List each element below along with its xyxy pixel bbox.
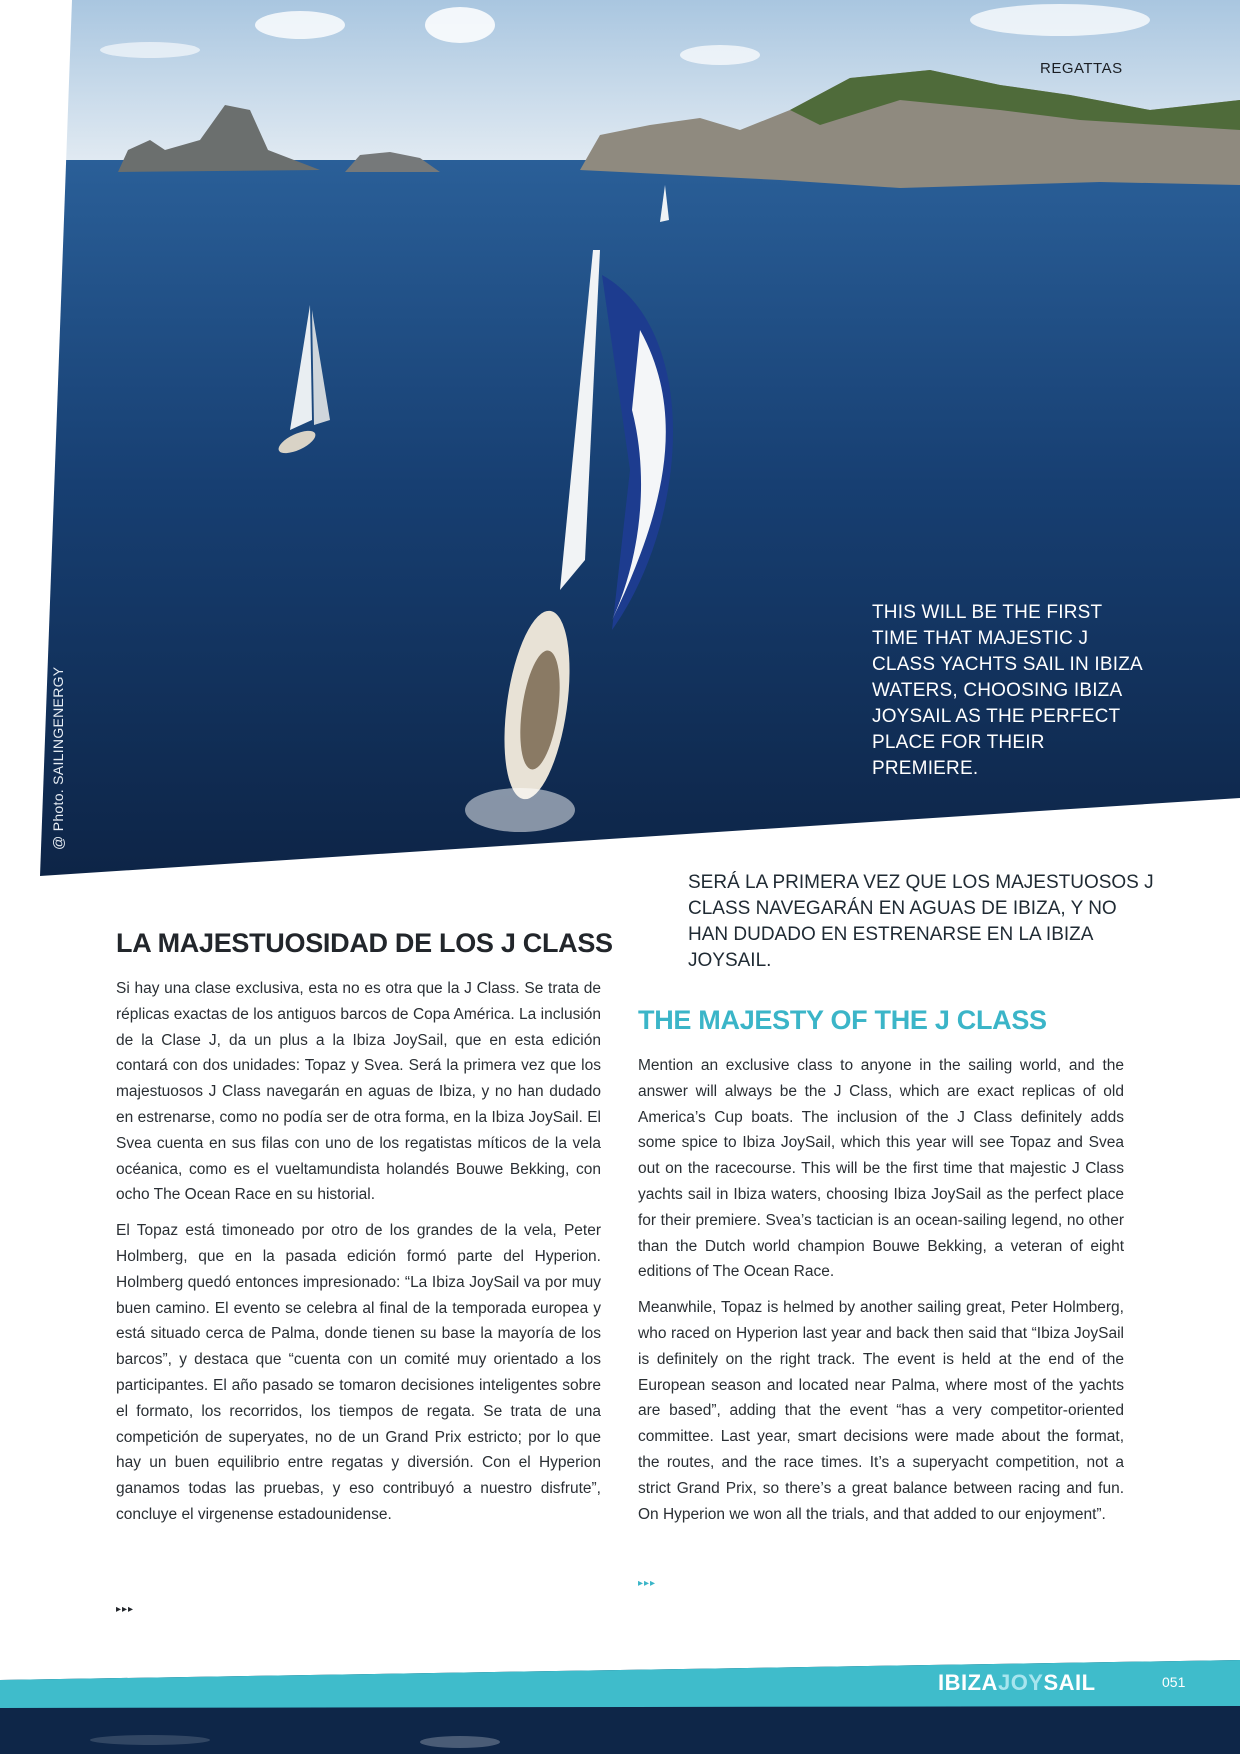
spanish-paragraph-1: Si hay una clase exclusiva, esta no es otra que la J Class. Se trata de réplicas exactas de los antiguos barcos de Copa América. La inclusión de la Clase J, da un plus a la Ibiza JoySail, que en esta edición contará con dos unidades: Topaz y Svea. Será la primera vez que los majestuosos J Class navegarán en aguas de Ibiza, y no han dudado en estrenarse, como no podía ser de otra forma, en la Ibiza JoySail. El Svea cuenta en sus filas con uno de los regatistas míticos de la vela océanica, como es el vueltamundista holandés Bouwe Bekking, con ocho The Ocean Race en su historial. [116, 980, 601, 1204]
pullquote-spanish: SERÁ LA PRIMERA VEZ QUE LOS MAJESTUOSOS J CLASS NAVEGARÁN EN AGUAS DE IBIZA, Y NO HAN DUDADO EN ESTRENARSE EN LA IBIZA JOYSAIL. [688, 872, 1154, 971]
english-heading: THE MAJESTY OF THE J CLASS [638, 1005, 1047, 1035]
brand-logo-part-2: JOY [997, 1670, 1044, 1695]
english-paragraph-2: Meanwhile, Topaz is helmed by another sailing great, Peter Holmberg, who raced on Hyperion last year and back then said that “Ibiza JoySail is definitely on the right track. The event is held at the end of the European season and located near Palma, where most of the yachts are based”, adding that the event “has a very competitor-oriented committee. Last year, smart decisions were made about the format, the routes, and the race times. It’s a superyacht competition, not a strict Grand Prix, so there’s a great balance between racing and fun. On Hyperion we won all the trials, and that added to our enjoyment”. [638, 1299, 1124, 1523]
brand-logo-part-1: IBIZA [938, 1670, 998, 1695]
pullquote-english: THIS WILL BE THE FIRST TIME THAT MAJESTIC J CLASS YACHTS SAIL IN IBIZA WATERS, CHOOSING IBIZA JOYSAIL AS THE PERFECT PLACE FOR THEIR PREMIERE. [872, 602, 1142, 779]
page-number: 051 [1162, 1674, 1186, 1690]
photo-credit: @ Photo. SAILINGENERGY [50, 666, 66, 850]
spanish-body [116, 976, 601, 1538]
english-continue-arrows: ▸▸▸ [638, 1578, 657, 1589]
footer-graphic [0, 1650, 1240, 1754]
spanish-continue-arrows: ▸▸▸ [116, 1604, 135, 1615]
section-label: REGATTAS [1040, 60, 1123, 77]
spanish-paragraph-2: El Topaz está timoneado por otro de los grandes de la vela, Peter Holmberg, que en la pasada edición formó parte del Hyperion. Holmberg quedó entonces impresionado: “La Ibiza JoySail va por muy buen camino. El evento se celebra al final de la temporada europea y está situado cerca de Palma, donde tienen su base la mayoría de los barcos”, y destaca que “cuenta con un comité muy orientado a los participantes. El año pasado se tomaron decisiones inteligentes sobre el formato, los recorridos, los tiempos de regata. Se trata de una competición de superyates, no de un Grand Prix estricto; por lo que hay un buen equilibrio entre regatas y diversión. Con el Hyperion ganamos todas las pruebas, y eso contribuyó a nuestro disfrute”, concluye el virgenense estadounidense. [116, 1222, 601, 1523]
brand-logo-part-3: SAIL [1043, 1670, 1096, 1695]
brand-logo [938, 1670, 1096, 1696]
footer-band [0, 1650, 1240, 1754]
spanish-heading: LA MAJESTUOSIDAD DE LOS J CLASS [116, 928, 613, 958]
english-paragraph-1: Mention an exclusive class to anyone in the sailing world, and the answer will always be the J Class, which are exact replicas of old America’s Cup boats. The inclusion of the J Class definitely adds some spice to Ibiza JoySail, which this year will see Topaz and Svea out on the racecourse. This will be the first time that majestic J Class yachts sail in Ibiza waters, choosing Ibiza JoySail as the perfect place for their premiere. Svea’s tactician is an ocean-sailing legend, no other than the Dutch world champion Bouwe Bekking, a veteran of eight editions of The Ocean Race. [638, 1057, 1124, 1281]
english-body [638, 1053, 1124, 1537]
